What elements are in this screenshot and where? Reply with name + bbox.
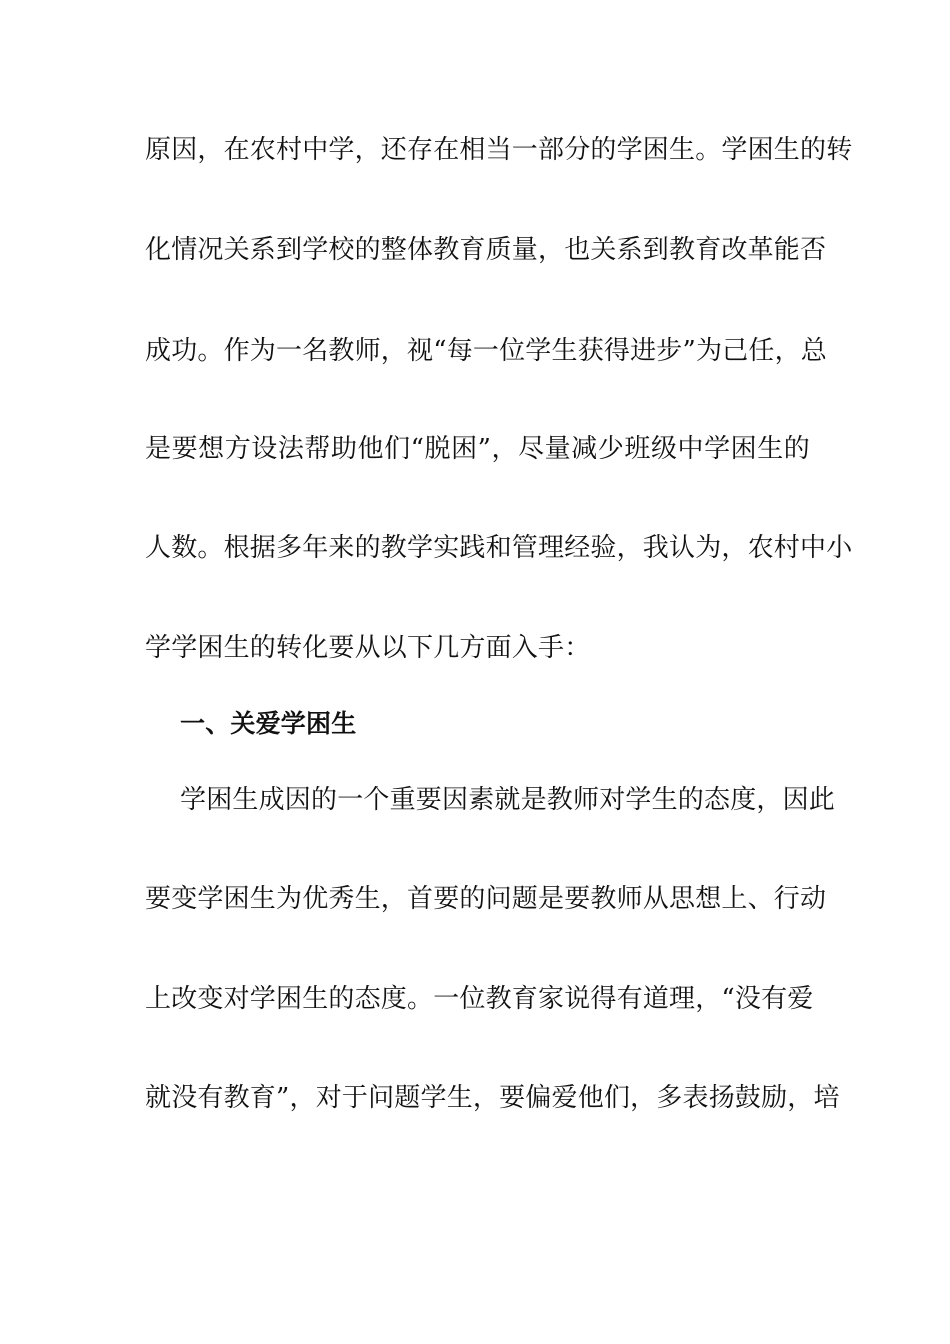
paragraph-line: 人数。根据多年来的教学实践和管理经验，我认为，农村中小 [145,533,853,563]
paragraph-line: 就没有教育”，对于问题学生，要偏爱他们，多表扬鼓励，培 [145,1083,840,1113]
paragraph-line: 要变学困生为优秀生，首要的问题是要教师从思想上、行动 [145,884,827,914]
paragraph-line: 成功。作为一名教师，视“每一位学生获得进步”为己任，总 [145,336,827,366]
paragraph-line: 学学困生的转化要从以下几方面入手： [145,633,591,663]
paragraph-line: 是要想方设法帮助他们“脱困”，尽量减少班级中学困生的 [145,434,810,464]
paragraph-line: 化情况关系到学校的整体教育质量，也关系到教育改革能否 [145,235,827,265]
paragraph-line: 学困生成因的一个重要因素就是教师对学生的态度，因此 [180,785,836,815]
section-heading: 一、关爱学困生 [180,709,357,738]
paragraph-line: 上改变对学困生的态度。一位教育家说得有道理，“没有爱 [145,984,814,1014]
paragraph-line: 原因，在农村中学，还存在相当一部分的学困生。学困生的转 [145,135,853,165]
